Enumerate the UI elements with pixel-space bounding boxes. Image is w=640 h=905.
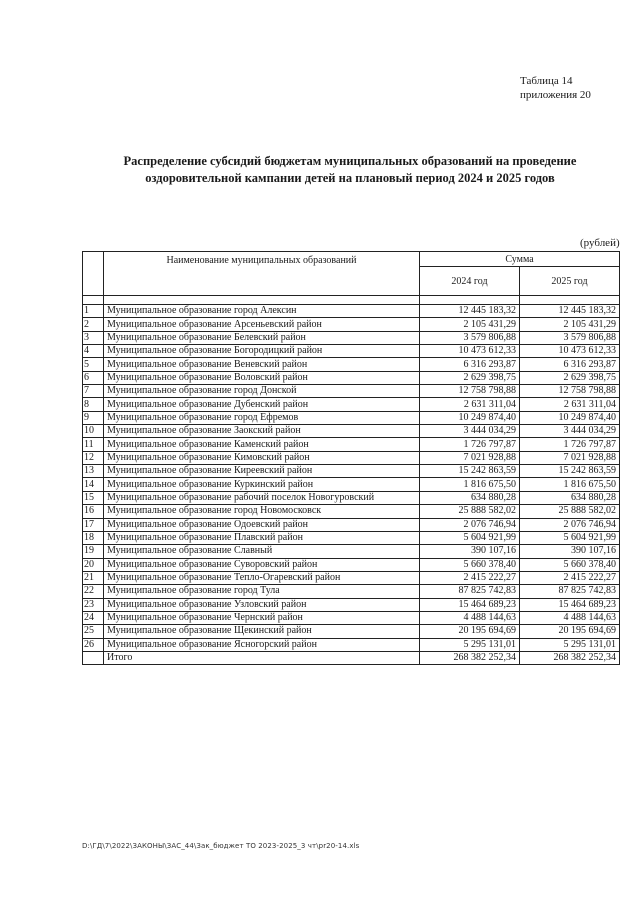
table-row xyxy=(83,491,620,504)
row-2025: 1 816 675,50 xyxy=(520,478,620,491)
row-2024: 1 726 797,87 xyxy=(420,438,520,451)
row-2025: 5 660 378,40 xyxy=(520,558,620,571)
row-name: Муниципальное образование Куркинский район xyxy=(104,478,420,491)
row-number: 4 xyxy=(83,345,104,358)
row-2025: 15 242 863,59 xyxy=(520,465,620,478)
row-number: 12 xyxy=(83,451,104,464)
table-row xyxy=(83,451,620,464)
row-2025: 5 604 921,99 xyxy=(520,531,620,544)
row-2025: 634 880,28 xyxy=(520,491,620,504)
row-2024: 4 488 144,63 xyxy=(420,611,520,624)
row-2025: 25 888 582,02 xyxy=(520,505,620,518)
row-number: 24 xyxy=(83,611,104,624)
row-2025: 10 249 874,40 xyxy=(520,411,620,424)
row-name: Муниципальное образование город Тула xyxy=(104,585,420,598)
row-name: Муниципальное образование Заокский район xyxy=(104,425,420,438)
table-row xyxy=(83,558,620,571)
table-row xyxy=(83,318,620,331)
row-2024: 15 242 863,59 xyxy=(420,465,520,478)
row-name: Муниципальное образование Узловский район xyxy=(104,598,420,611)
header-number xyxy=(83,252,104,296)
row-2025: 2 629 398,75 xyxy=(520,371,620,384)
row-2024: 20 195 694,69 xyxy=(420,625,520,638)
row-number: 13 xyxy=(83,465,104,478)
total-number xyxy=(83,651,104,664)
table-row xyxy=(83,611,620,624)
row-2025: 6 316 293,87 xyxy=(520,358,620,371)
table-row xyxy=(83,345,620,358)
row-name: Муниципальное образование Суворовский район xyxy=(104,558,420,571)
row-number: 5 xyxy=(83,358,104,371)
row-2025: 87 825 742,83 xyxy=(520,585,620,598)
row-number: 20 xyxy=(83,558,104,571)
row-number: 16 xyxy=(83,505,104,518)
row-2024: 87 825 742,83 xyxy=(420,585,520,598)
table-row xyxy=(83,478,620,491)
row-name: Муниципальное образование Богородицкий район xyxy=(104,345,420,358)
row-number: 21 xyxy=(83,571,104,584)
row-name: Муниципальное образование Арсеньевский район xyxy=(104,318,420,331)
table-caption xyxy=(520,74,591,102)
total-2024: 268 382 252,34 xyxy=(420,651,520,664)
row-2024: 1 816 675,50 xyxy=(420,478,520,491)
row-2025: 12 758 798,88 xyxy=(520,385,620,398)
row-2024: 5 604 921,99 xyxy=(420,531,520,544)
row-2024: 390 107,16 xyxy=(420,545,520,558)
row-name: Муниципальное образование Щекинский район xyxy=(104,625,420,638)
row-2024: 3 444 034,29 xyxy=(420,425,520,438)
row-2024: 10 249 874,40 xyxy=(420,411,520,424)
units-label: (рублей) xyxy=(580,237,620,249)
row-2024: 25 888 582,02 xyxy=(420,505,520,518)
row-number: 6 xyxy=(83,371,104,384)
row-number: 15 xyxy=(83,491,104,504)
header-2025: 2025 год xyxy=(520,267,620,296)
row-number: 3 xyxy=(83,331,104,344)
row-2025: 3 579 806,88 xyxy=(520,331,620,344)
row-name: Муниципальное образование Белевский район xyxy=(104,331,420,344)
row-name: Муниципальное образование Одоевский район xyxy=(104,518,420,531)
table-row xyxy=(83,425,620,438)
row-2024: 6 316 293,87 xyxy=(420,358,520,371)
table-row xyxy=(83,545,620,558)
row-name: Муниципальное образование Плавский район xyxy=(104,531,420,544)
row-number: 22 xyxy=(83,585,104,598)
row-2024: 3 579 806,88 xyxy=(420,331,520,344)
row-2025: 2 631 311,04 xyxy=(520,398,620,411)
row-name: Муниципальное образование город Ефремов xyxy=(104,411,420,424)
row-name: Муниципальное образование город Алексин xyxy=(104,305,420,318)
row-name: Муниципальное образование город Новомосковск xyxy=(104,505,420,518)
row-2025: 2 415 222,27 xyxy=(520,571,620,584)
row-2024: 5 295 131,01 xyxy=(420,638,520,651)
table-row xyxy=(83,625,620,638)
total-label: Итого xyxy=(104,651,420,664)
row-2024: 5 660 378,40 xyxy=(420,558,520,571)
file-path: D:\ГД\7\2022\ЗАКОНЫ\ЗАС_44\Зак_бюджет ТО 2023-2025_3 чт\pr20-14.xls xyxy=(82,842,360,850)
table-row xyxy=(83,571,620,584)
table-row xyxy=(83,465,620,478)
row-number: 26 xyxy=(83,638,104,651)
row-2025: 1 726 797,87 xyxy=(520,438,620,451)
table-row xyxy=(83,305,620,318)
row-2025: 20 195 694,69 xyxy=(520,625,620,638)
row-2025: 15 464 689,23 xyxy=(520,598,620,611)
row-number: 10 xyxy=(83,425,104,438)
row-name: Муниципальное образование Киреевский район xyxy=(104,465,420,478)
row-number: 1 xyxy=(83,305,104,318)
table-row xyxy=(83,371,620,384)
row-number: 19 xyxy=(83,545,104,558)
row-2025: 10 473 612,33 xyxy=(520,345,620,358)
row-number: 2 xyxy=(83,318,104,331)
table-row xyxy=(83,331,620,344)
row-2025: 7 021 928,88 xyxy=(520,451,620,464)
row-name: Муниципальное образование город Донской xyxy=(104,385,420,398)
table-row xyxy=(83,411,620,424)
row-2025: 5 295 131,01 xyxy=(520,638,620,651)
row-2025: 12 445 183,32 xyxy=(520,305,620,318)
table-row xyxy=(83,398,620,411)
appendix-ref: приложения 20 xyxy=(520,89,591,101)
row-name: Муниципальное образование Ясногорский район xyxy=(104,638,420,651)
title-line-1: Распределение субсидий бюджетам муниципальных образований на проведение xyxy=(123,154,577,168)
total-2025: 268 382 252,34 xyxy=(520,651,620,664)
header-2024: 2024 год xyxy=(420,267,520,296)
row-name: Муниципальное образование Чернский район xyxy=(104,611,420,624)
row-name: Муниципальное образование Веневский район xyxy=(104,358,420,371)
table-row xyxy=(83,358,620,371)
row-2024: 15 464 689,23 xyxy=(420,598,520,611)
row-number: 23 xyxy=(83,598,104,611)
row-2025: 390 107,16 xyxy=(520,545,620,558)
row-2025: 3 444 034,29 xyxy=(520,425,620,438)
row-2024: 12 445 183,32 xyxy=(420,305,520,318)
table-row xyxy=(83,598,620,611)
table-row xyxy=(83,518,620,531)
row-name: Муниципальное образование Дубенский район xyxy=(104,398,420,411)
subsidy-table xyxy=(82,251,620,665)
row-number: 11 xyxy=(83,438,104,451)
header-sum: Сумма xyxy=(420,252,620,267)
row-number: 7 xyxy=(83,385,104,398)
row-2025: 4 488 144,63 xyxy=(520,611,620,624)
row-2024: 634 880,28 xyxy=(420,491,520,504)
header-name: Наименование муниципальных образований xyxy=(104,252,420,296)
row-2025: 2 076 746,94 xyxy=(520,518,620,531)
row-number: 25 xyxy=(83,625,104,638)
row-name: Муниципальное образование Кимовский район xyxy=(104,451,420,464)
row-name: Муниципальное образование Славный xyxy=(104,545,420,558)
row-2024: 2 631 311,04 xyxy=(420,398,520,411)
table-row xyxy=(83,638,620,651)
row-2024: 2 076 746,94 xyxy=(420,518,520,531)
row-name: Муниципальное образование Воловский район xyxy=(104,371,420,384)
row-number: 17 xyxy=(83,518,104,531)
row-name: Муниципальное образование Тепло-Огаревский район xyxy=(104,571,420,584)
table-row xyxy=(83,438,620,451)
page-title xyxy=(100,153,600,187)
title-line-2: оздоровительной кампании детей на плановый период 2024 и 2025 годов xyxy=(145,171,555,185)
row-number: 8 xyxy=(83,398,104,411)
table-row xyxy=(83,531,620,544)
row-number: 18 xyxy=(83,531,104,544)
table-row xyxy=(83,385,620,398)
row-2024: 2 105 431,29 xyxy=(420,318,520,331)
row-name: Муниципальное образование Каменский район xyxy=(104,438,420,451)
row-2024: 10 473 612,33 xyxy=(420,345,520,358)
row-number: 9 xyxy=(83,411,104,424)
row-name: Муниципальное образование рабочий поселок Новогуровский xyxy=(104,491,420,504)
total-row xyxy=(83,651,620,664)
row-2024: 7 021 928,88 xyxy=(420,451,520,464)
row-2024: 2 629 398,75 xyxy=(420,371,520,384)
row-2025: 2 105 431,29 xyxy=(520,318,620,331)
row-2024: 2 415 222,27 xyxy=(420,571,520,584)
spacer-row xyxy=(83,296,620,305)
row-number: 14 xyxy=(83,478,104,491)
table-row xyxy=(83,505,620,518)
table-row xyxy=(83,585,620,598)
table-number: Таблица 14 xyxy=(520,75,573,87)
row-2024: 12 758 798,88 xyxy=(420,385,520,398)
